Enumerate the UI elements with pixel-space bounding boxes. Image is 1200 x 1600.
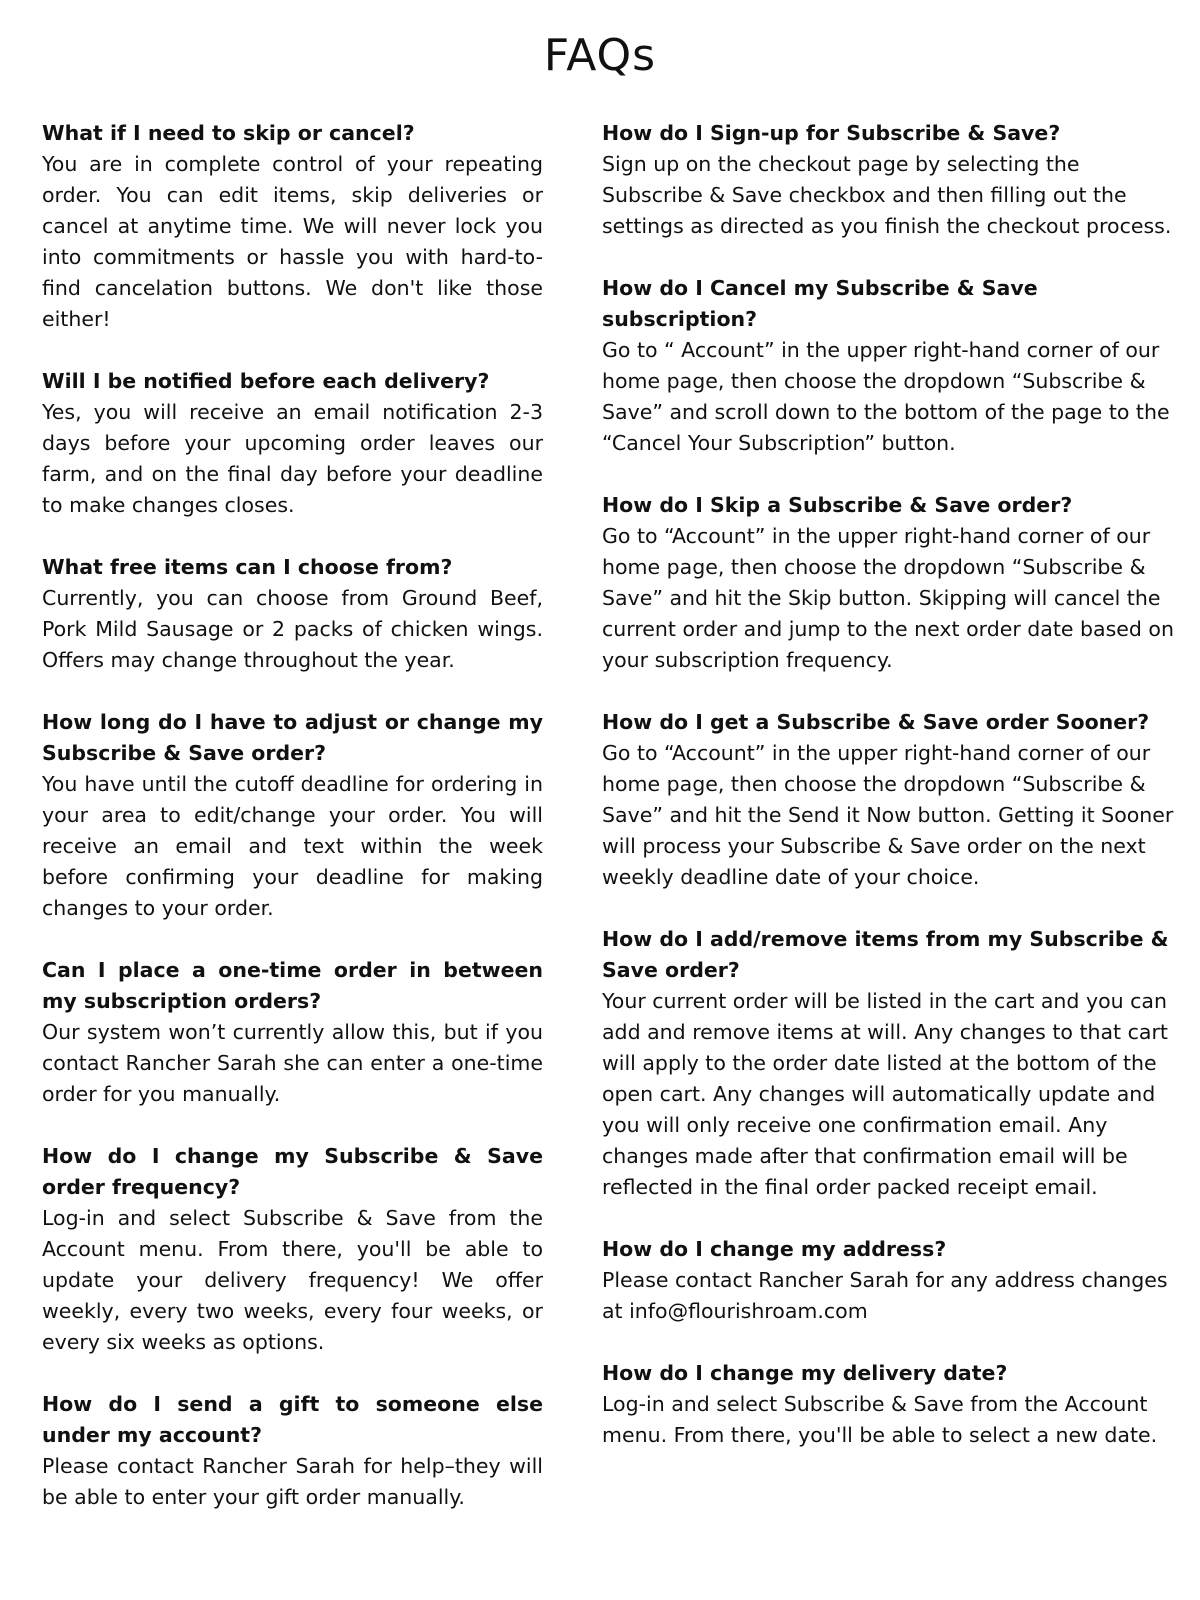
faq-column-left xyxy=(42,118,543,1544)
faq-item xyxy=(42,707,543,924)
page-title: FAQs xyxy=(543,30,657,81)
faq-answer: Go to “Account” in the upper right-hand corner of our home page, then choose the dropdown “Subscribe & Save” and hit the Skip button. Skipping will cancel the current order and jump to the next order date based on your subscription frequency. xyxy=(602,524,1174,672)
faq-question: How long do I have to adjust or change my Subscribe & Save order? xyxy=(42,710,543,765)
faq-answer: Your current order will be listed in the cart and you can add and remove items at will. Any changes to that cart will apply to the order date listed at the bottom of the open cart. Any changes will automatically update and you will only receive one confirmation email. Any changes made after that confirmation email will be reflected in the final order packed receipt email. xyxy=(602,989,1168,1199)
faq-answer: Please contact Rancher Sarah for help–they will be able to enter your gift order manually. xyxy=(42,1454,543,1509)
faq-answer: Go to “ Account” in the upper right-hand corner of our home page, then choose the dropdown “Subscribe & Save” and scroll down to the bottom of the page to the “Cancel Your Subscription” button. xyxy=(602,338,1170,455)
faq-item xyxy=(42,118,543,335)
faq-answer: You are in complete control of your repeating order. You can edit items, skip deliveries or cancel at anytime time. We will never lock you into commitments or hassle you with hard-to-find cancelation buttons. We don't like those either! xyxy=(42,152,543,331)
faq-question: Can I place a one-time order in between my subscription orders? xyxy=(42,958,543,1013)
faq-question: What if I need to skip or cancel? xyxy=(42,121,415,145)
faq-question: Will I be notified before each delivery? xyxy=(42,369,490,393)
faq-answer: You have until the cutoff deadline for ordering in your area to edit/change your order. You will receive an email and text within the week before confirming your deadline for making changes to your order. xyxy=(42,772,543,920)
faq-question: How do I change my address? xyxy=(602,1237,947,1261)
faq-item xyxy=(42,1389,543,1513)
faq-question: How do I change my Subscribe & Save order frequency? xyxy=(42,1144,543,1199)
faq-answer: Go to “Account” in the upper right-hand corner of our home page, then choose the dropdown “Subscribe & Save” and hit the Send it Now button. Getting it Sooner will process your Subscribe & Save order on the next weekly deadline date of your choice. xyxy=(602,741,1174,889)
faq-question: How do I Skip a Subscribe & Save order? xyxy=(602,493,1073,517)
faq-question: How do I Sign-up for Subscribe & Save? xyxy=(602,121,1061,145)
faq-answer: Log-in and select Subscribe & Save from the Account menu. From there, you'll be able to update your delivery frequency! We offer weekly, every two weeks, every four weeks, or every six weeks as options. xyxy=(42,1206,543,1354)
faq-question: How do I add/remove items from my Subscribe & Save order? xyxy=(602,927,1169,982)
faq-question: How do I send a gift to someone else under my account? xyxy=(42,1392,543,1447)
faq-answer: Yes, you will receive an email notification 2-3 days before your upcoming order leaves our farm, and on the final day before your deadline to make changes closes. xyxy=(42,400,543,517)
faq-answer: Sign up on the checkout page by selecting the Subscribe & Save checkbox and then filling out the settings as directed as you finish the checkout process. xyxy=(602,152,1172,238)
faq-item xyxy=(602,924,1182,1203)
faq-item xyxy=(42,955,543,1110)
faq-item xyxy=(602,273,1182,459)
faq-item xyxy=(602,490,1182,676)
faq-item xyxy=(602,707,1182,893)
faq-column-right xyxy=(602,118,1182,1482)
faq-answer: Please contact Rancher Sarah for any address changes at info@flourishroam.com xyxy=(602,1268,1168,1323)
faq-item xyxy=(42,1141,543,1358)
faq-item xyxy=(602,118,1182,242)
faq-item xyxy=(42,552,543,676)
faq-item xyxy=(602,1358,1182,1451)
faq-question: How do I Cancel my Subscribe & Save subscription? xyxy=(602,276,1038,331)
faq-answer: Log-in and select Subscribe & Save from the Account menu. From there, you'll be able to select a new date. xyxy=(602,1392,1158,1447)
faq-answer: Our system won’t currently allow this, but if you contact Rancher Sarah she can enter a one-time order for you manually. xyxy=(42,1020,543,1106)
faq-question: How do I change my delivery date? xyxy=(602,1361,1008,1385)
faq-answer: Currently, you can choose from Ground Beef, Pork Mild Sausage or 2 packs of chicken wings. Offers may change throughout the year. xyxy=(42,586,543,672)
faq-item xyxy=(602,1234,1182,1327)
faq-item xyxy=(42,366,543,521)
faq-question: How do I get a Subscribe & Save order Sooner? xyxy=(602,710,1150,734)
faq-question: What free items can I choose from? xyxy=(42,555,453,579)
